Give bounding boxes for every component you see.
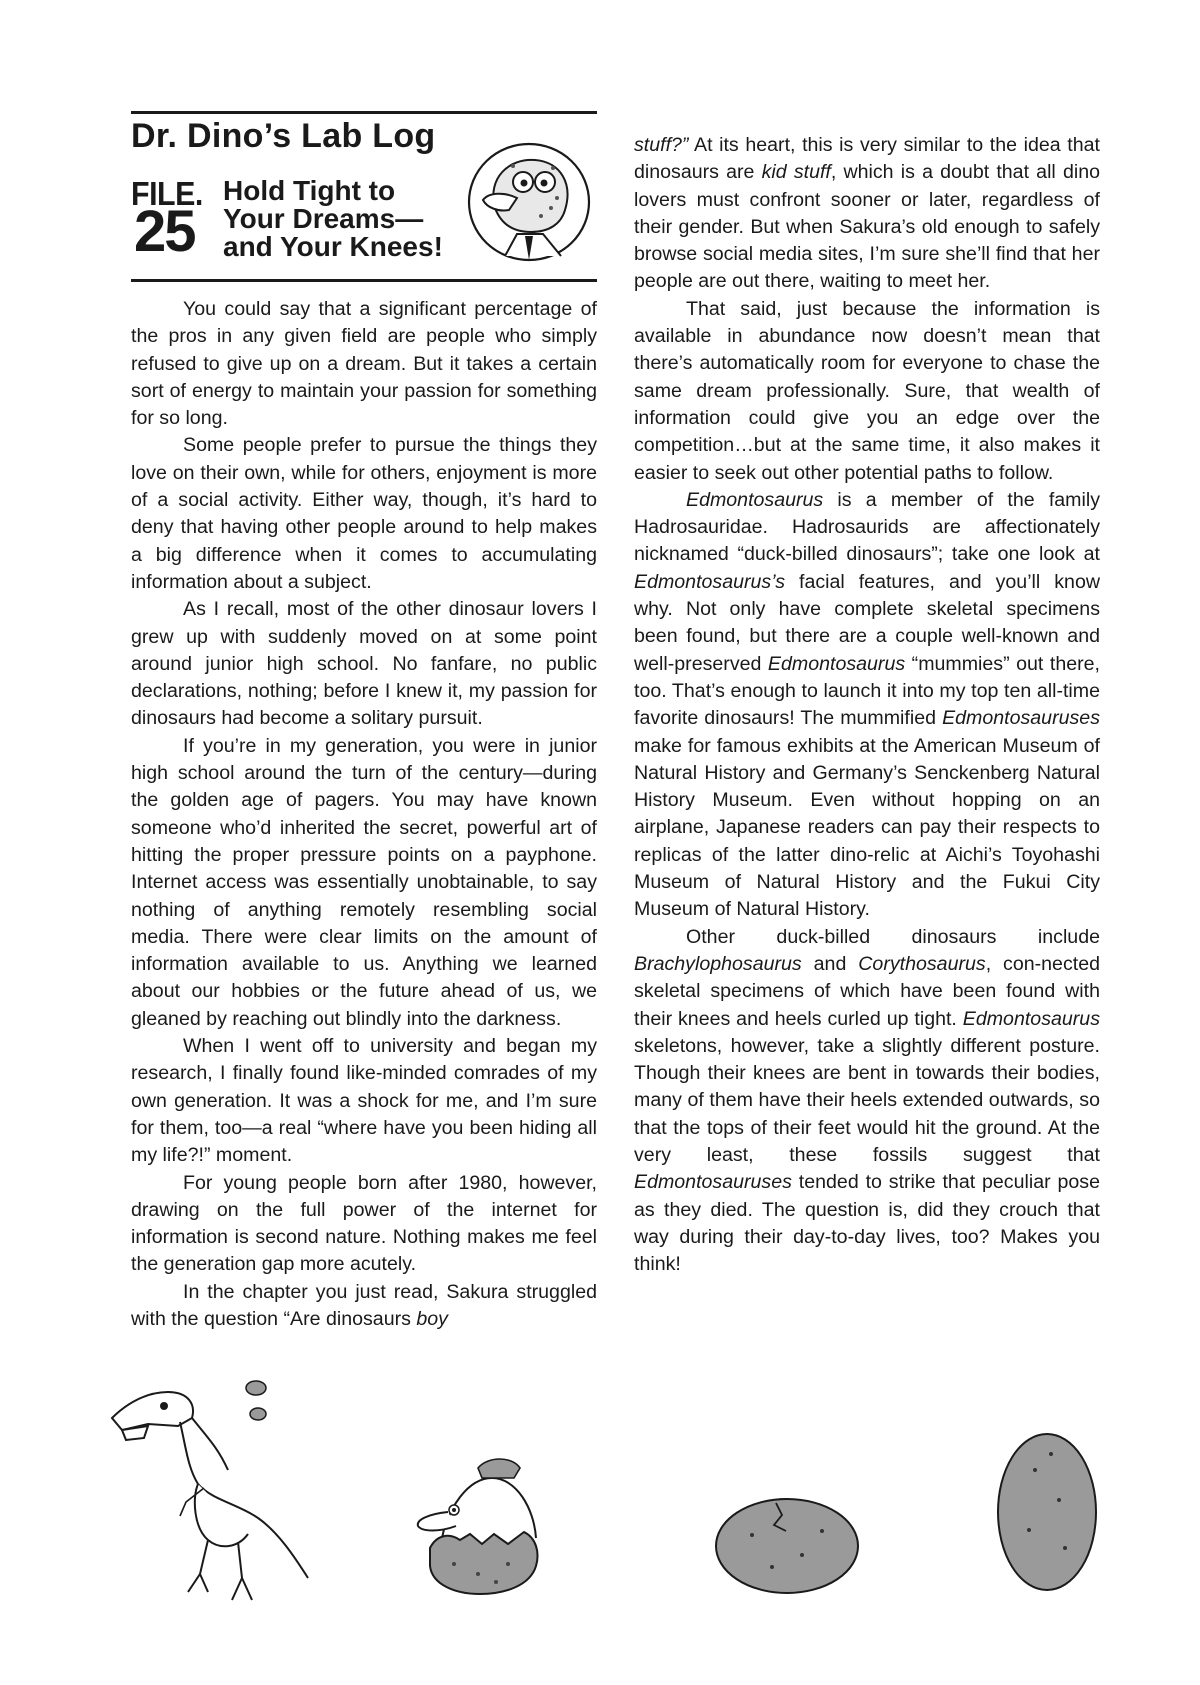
file-title: [223, 177, 443, 261]
paragraph: When I went off to university and began my research, I finally found like-minded comrades of my own generation. It was a shock for me, and I’m sure for them, too—a real “where have you been hiding all my life?!” moment.: [131, 1035, 597, 1167]
file-label: FILE.: [131, 175, 203, 212]
paragraph: [634, 924, 1100, 1279]
lab-log-title: Dr. Dino’s Lab Log: [131, 117, 436, 155]
italic-run: stuff?”: [634, 134, 689, 156]
italic-run: Edmontosaurus: [686, 488, 824, 511]
paragraph: Some people prefer to pursue the things they love on their own, while for others, enjoyment is more of a social activity. Either way, though, it’s hard to deny that having other people around to help makes a big difference when it comes to accumulating information about a subject.: [131, 434, 597, 593]
cracked-egg-icon: [712, 1495, 862, 1597]
text-run: Other duck-billed dinosaurs include: [686, 925, 1100, 948]
text-run: and: [801, 952, 859, 975]
paragraph: If you’re in my generation, you were in junior high school around the turn of the century—during the golden age of pagers. You may have known someone who’d inherited the secret, powerful art of hitting the proper pressure points on a payphone. Internet access was essentially unobtainable, to say nothing of anything remotely resembling social media. There were clear limits on the amount of information available to us. Anything we learned about our hobbies or the future ahead of us, we gleaned by reaching out blindly into the darkness.: [131, 734, 597, 1030]
italic-run: Edmontosauruses: [942, 707, 1100, 730]
paragraph: For young people born after 1980, however, drawing on the full power of the internet for information is second nature. Nothing makes me feel the generation gap more acutely.: [131, 1171, 597, 1276]
top-rule: [131, 111, 597, 114]
italic-run: Corythosaurus: [858, 952, 986, 975]
hatching-egg-icon: [408, 1448, 556, 1596]
text-run: At its heart, this is very similar to the idea that dinosaurs are: [634, 134, 1100, 184]
paragraph: [634, 132, 1100, 296]
upright-egg-icon: [995, 1430, 1099, 1594]
italic-run: Brachylophosaurus: [634, 952, 802, 975]
text-run: make for famous exhibits at the American Museum of Natural History and Germany’s Senckenberg Natural History Museum. Even without hopping on an airplane, Japanese readers can pay their respects to replicas of the latter dino-relic at Aichi’s Toyohashi Museum of Natural History and the Fukui City Museum of Natural History.: [634, 734, 1100, 921]
text-run: “mummies” out there, too. That’s enough to launch it into my top ten all-time favorite dinosaurs! The mummified: [634, 652, 1100, 730]
left-column: [131, 296, 597, 1333]
italic-run: kid stuff: [761, 161, 831, 184]
italic-run: Edmontosaurus: [962, 1007, 1100, 1030]
file-title-line-2: Your Dreams—: [223, 203, 424, 234]
italic-run: Edmontosauruses: [634, 1171, 792, 1194]
file-title-line-1: Hold Tight to: [223, 175, 396, 206]
right-column: [634, 132, 1100, 1278]
italic-run: boy: [416, 1307, 448, 1330]
paragraph: You could say that a significant percentage of the pros in any given field are people who simply refused to give up on a dream. But it takes a certain sort of energy to maintain your passion for something for so long.: [131, 298, 597, 430]
paragraph: That said, just because the information is available in abundance now doesn’t mean that there’s automatically room for everyone to chase the same dream professionally. Sure, that wealth of information could give you an edge over the competition…but at the same time, it also makes it easier to seek out other potential paths to follow.: [634, 297, 1100, 484]
text-run: , con-nected skeletal specimens of which have been found with their knees and heels curled up tight.: [634, 952, 1100, 1030]
text-run: In the chapter you just read, Sakura struggled with the question “Are dinosaurs: [131, 1280, 597, 1330]
text-run: tended to strike that peculiar pose as they died. The question is, did they crouch that way during their day-to-day lives, too? Makes you think!: [634, 1171, 1100, 1276]
text-run: , which is a doubt that all dino lovers must confront sooner or later, regardless of their gender. But when Sakura’s old enough to safely browse social media sites, I’m sure she’ll find that her people are out there, waiting to meet her.: [634, 161, 1100, 293]
paragraph: [634, 487, 1100, 924]
text-run: facial features, and you’ll know why. Not only have complete skeletal specimens been found, but there are a couple well-known and well-preserved: [634, 570, 1100, 675]
italic-run: Edmontosaurus: [767, 652, 906, 675]
file-title-line-3: and Your Knees!: [223, 231, 443, 262]
paragraph: [131, 1279, 597, 1334]
hatchling-dinosaur-icon: [108, 1378, 318, 1613]
paragraph: As I recall, most of the other dinosaur lovers I grew up with suddenly moved on at some point around junior high school. No fanfare, no public declarations, nothing; before I knew it, my passion for dinosaurs had become a solitary pursuit.: [131, 598, 597, 730]
file-number: 25: [134, 199, 195, 264]
text-run: is a member of the family Hadrosauridae. Hadrosaurids are affectionately nicknamed “duck-billed dinosaurs”; take one look at: [634, 488, 1100, 566]
italic-run: Edmontosaurus’s: [634, 570, 786, 593]
bottom-rule: [131, 279, 597, 282]
dr-dino-mascot-icon: [465, 138, 599, 276]
text-run: skeletons, however, take a slightly different posture. Though their knees are bent in towards their bodies, many of them have their heels extended outwards, so that the tops of their feet would hit the ground. At the very least, these fossils suggest that: [634, 1034, 1100, 1166]
